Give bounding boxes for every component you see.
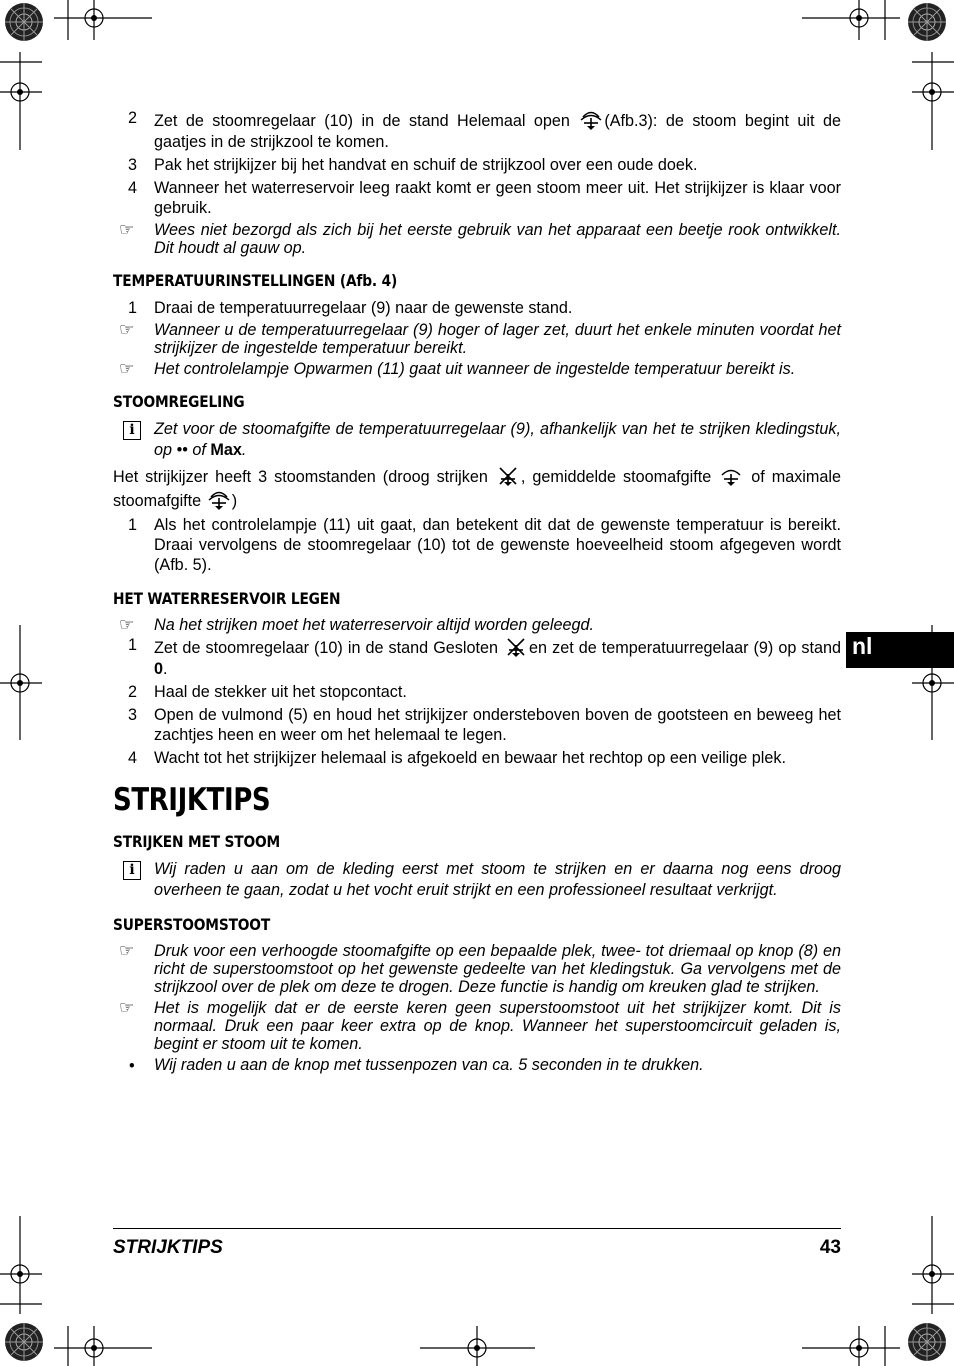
chapter-title: STRIJKTIPS [113, 782, 271, 818]
bullet-item [113, 1056, 841, 1076]
bullet-text: Wij raden u aan de knop met tussenpozen van ca. 5 seconden in te drukken. [154, 1056, 704, 1074]
note-item [113, 999, 841, 1053]
info-icon: i [123, 421, 141, 440]
paragraph: Het strijkijzer heeft 3 stoomstanden (droog strijken , gemiddelde stoomafgifte of maximale stoomafgifte ) [113, 464, 841, 512]
step-text: Wanneer het waterreservoir leeg raakt komt er geen stoom meer uit. Het strijkijzer is klaar voor gebruik. [154, 179, 841, 217]
note-text: Na het strijken moet het waterreservoir altijd worden geleegd. [154, 616, 594, 634]
step-text: (Afb.3): de stoom begint uit de gaatjes in de strijkzool te komen. [154, 112, 841, 151]
pointing-hand-icon: ☞ [119, 998, 135, 1017]
note-item [113, 221, 841, 257]
language-tab: nl [846, 632, 954, 668]
steam-max-icon [206, 488, 232, 512]
section-heading-legen: HET WATERRESERVOIR LEGEN [113, 589, 341, 608]
pointing-hand-icon: ☞ [119, 320, 135, 339]
info-text-bold: Max [210, 441, 242, 459]
list-item: 4 Wacht tot het strijkijzer helemaal is afgekoeld en bewaar het rechtop op een veilige plek. [113, 748, 841, 768]
footer-divider [113, 1228, 841, 1229]
list-item: 2 Haal de stekker uit het stopcontact. [113, 682, 841, 702]
info-icon: i [123, 861, 141, 880]
list-item: 1 Als het controlelampje (11) uit gaat, dan betekent dit dat de gewenste temperatuur is bereikt. Draai vervolgens de stoomregelaar (10) tot de gewenste hoeveelheid stoom afgegeven wordt (Afb. 5). [128, 516, 841, 574]
pointing-hand-icon: ☞ [119, 615, 135, 634]
section-heading-superstoomstoot: SUPERSTOOMSTOOT [113, 915, 271, 934]
list-item: 3 Open de vulmond (5) en houd het strijkijzer ondersteboven boven de gootsteen en beweeg het zachtjes heen en weer om het helemaal te legen. [128, 706, 841, 744]
bullet-icon: • [129, 1057, 135, 1075]
list-item [113, 155, 841, 175]
step-text: Haal de stekker uit het stopcontact. [154, 683, 407, 701]
section-heading-temperatuur: TEMPERATUURINSTELLINGEN (Afb. 4) [113, 271, 398, 290]
step-number: 3 [128, 156, 138, 174]
manual-page [113, 108, 841, 1079]
list-item [113, 178, 841, 218]
note-text: Wees niet bezorgd als zich bij het eerste gebruik van het apparaat een beetje rook ontwikkelt. Dit houdt al gauw op. [154, 221, 841, 257]
step-text: Zet de stoomregelaar (10) in de stand Helemaal open [154, 112, 579, 130]
pointing-hand-icon: ☞ [119, 941, 135, 960]
info-item: i Zet voor de stoomafgifte de temperatuurregelaar (9), afhankelijk van het te strijken kledingstuk, op •• of Max. [113, 419, 841, 461]
note-item [113, 616, 841, 634]
note-text: Het controlelampje Opwarmen (11) gaat uit wanneer de ingestelde temperatuur bereikt is. [154, 360, 796, 378]
step-text: Pak het strijkijzer bij het handvat en schuif de strijkzool over een oude doek. [154, 156, 698, 174]
steam-max-icon [578, 108, 604, 132]
list-item: 1 Zet de stoomregelaar (10) in de stand Gesloten en zet de temperatuurregelaar (9) op stand 0. [128, 636, 842, 678]
step-number: 4 [128, 179, 138, 197]
step-text: Open de vulmond (5) en houd het strijkijzer ondersteboven boven de gootsteen en beweeg het zachtjes heen en weer om het helemaal te legen. [154, 706, 841, 744]
section-heading-stoom: STRIJKEN MET STOOM [113, 832, 281, 851]
note-item [113, 942, 841, 996]
pointing-hand-icon: ☞ [119, 220, 135, 239]
note-text: Het is mogelijk dat er de eerste keren geen superstoomstoot uit het strijkijzer komt. Dit is normaal. Druk een paar keer extra op de knop. Wanneer het superstoomcircuit geladen is, begint er stoom uit te komen. [154, 999, 841, 1053]
section-heading-stoomregeling: STOOMREGELING [113, 392, 245, 411]
info-text: Zet voor de stoomafgifte de temperatuurregelaar (9), afhankelijk van het te strijken kledingstuk, op •• of [154, 420, 841, 459]
steam-off-icon [503, 635, 529, 659]
note-item [113, 360, 841, 378]
page-number: 43 [819, 1237, 841, 1258]
note-item [113, 321, 841, 357]
step-text: Als het controlelampje (11) uit gaat, dan betekent dit dat de gewenste temperatuur is bereikt. Draai vervolgens de stoomregelaar (10) tot de gewenste hoeveelheid stoom afgegeven wordt (Afb. 5). [154, 516, 841, 574]
step-text: Draai de temperatuurregelaar (9) naar de gewenste stand. [154, 299, 573, 317]
step-text: Wacht tot het strijkijzer helemaal is afgekoeld en bewaar het rechtop op een veilige plek. [154, 749, 786, 767]
pointing-hand-icon: ☞ [119, 359, 135, 378]
steam-off-icon [495, 464, 521, 488]
steam-medium-icon [718, 464, 744, 488]
info-text: Wij raden u aan om de kleding eerst met stoom te strijken en er daarna nog eens droog overheen te gaan, zodat u het vocht eruit strijkt en een professioneel resultaat verkrijgt. [154, 860, 841, 899]
info-item [113, 859, 841, 901]
footer-section-title: STRIJKTIPS [113, 1237, 223, 1258]
list-item: 1 Draai de temperatuurregelaar (9) naar de gewenste stand. [113, 298, 841, 318]
step-number: 2 [128, 109, 138, 127]
note-text: Druk voor een verhoogde stoomafgifte op een bepaalde plek, twee- tot driemaal op knop (8) en richt de superstoomstoot op het gewenste gedeelte van het kledingstuk. Ga vervolgens met de strijkzool over de plek om deze te drogen. Deze functie is handig om kreuken glad te strijken. [154, 942, 841, 996]
note-text: Wanneer u de temperatuurregelaar (9) hoger of lager zet, duurt het enkele minuten voordat het strijkijzer de ingestelde temperatuur bereikt. [154, 321, 841, 357]
list-item [113, 108, 841, 152]
